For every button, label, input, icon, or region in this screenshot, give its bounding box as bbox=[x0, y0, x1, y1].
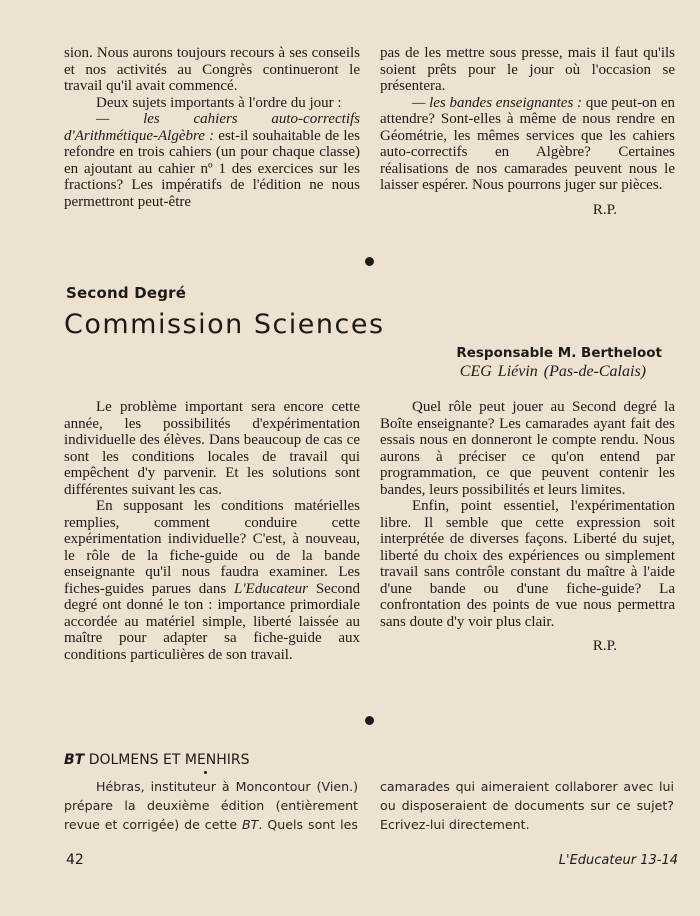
paragraph: sion. Nous aurons toujours recours à ses conseils et nos activités au Congrès continueront le travail qu'il avait commencé. bbox=[64, 45, 360, 94]
bt-text bbox=[64, 777, 674, 834]
section-title: Commission Sciences bbox=[64, 309, 385, 340]
text-run: Hébras, instituteur à Moncontour (Vien.) prépare la deuxième édition (entièrement revue et corrigée) de cette bbox=[64, 779, 358, 832]
signature: R.P. bbox=[592, 201, 617, 218]
text-run: En supposant les conditions matérielles remplies, comment conduire cette expérimentation individuelle? C'est, à nouveau, le rôle de la fiche-guide ou de la bande enseignante qu'il nous faudra examiner. Les fiches-guides parues dans bbox=[64, 498, 360, 597]
top-left-column bbox=[64, 45, 360, 210]
topic-text: que peut-on en attendre? Sont-elles à même de nous rendre en Géométrie, les mêmes services que les cahiers auto-correctifs en Algèbre? Certaines réalisations de nos camarades peuvent nous le laisser espérer. Nous pourrons juger sur pièces. bbox=[380, 94, 675, 193]
journal-footer: L'Educateur 13-14 bbox=[558, 853, 678, 868]
paragraph: Deux sujets importants à l'ordre du jour : bbox=[96, 94, 342, 111]
section-separator-dot bbox=[365, 716, 374, 725]
paragraph bbox=[380, 95, 675, 194]
small-dot bbox=[204, 771, 207, 774]
paragraph bbox=[64, 498, 360, 663]
topic-text: est-il souhaitable de les refondre en trois cahiers (un pour chaque classe) en ajoutant au cahier nº 1 des exercices sur les fractions? Les impératifs de l'édition ne nous permettront peut-être bbox=[64, 127, 360, 210]
bt-heading bbox=[64, 752, 250, 768]
text-run: . Quels sont les camarades qui aimeraient collaborer avec lui ou disposeraient de documents sur ce sujet? Ecrivez-lui directement. bbox=[258, 779, 674, 832]
bt-body bbox=[64, 777, 674, 837]
top-right-column bbox=[380, 45, 675, 218]
section-kicker: Second Degré bbox=[66, 284, 187, 302]
section-separator-dot bbox=[365, 257, 374, 266]
signature: R.P. bbox=[592, 638, 617, 654]
bt-reference: BT bbox=[242, 817, 259, 832]
paragraph: Enfin, point essentiel, l'expérimentation libre. Il semble que cette expression soit interprétée de diverses façons. Liberté du sujet, liberté du choix des expériences ou simplement travail sans contrôle constant du maître à l'aide d'une bande ou d'une fiche-guide? La confrontation des points de vue nous permettra sans doute d'y voir plus clair. bbox=[380, 498, 675, 630]
bt-prefix: BT bbox=[64, 752, 85, 768]
topic-lead: — les cahiers auto-correctifs d'Arithmétique-Algèbre : bbox=[64, 111, 360, 144]
responsible-line: Responsable M. Bertheloot bbox=[456, 345, 662, 361]
paragraph bbox=[64, 111, 360, 210]
middle-left-column bbox=[64, 399, 360, 663]
page-number: 42 bbox=[66, 852, 84, 868]
middle-right-column bbox=[380, 399, 675, 655]
paragraph: Le problème important sera encore cette année, les possibilités d'expérimentation individuelle des élèves. Dans beaucoup de cas ce sont les conditions locales de travail qui empêchent d'y parvenir. Et les solutions sont différentes suivant les cas. bbox=[64, 399, 360, 498]
bt-title: DOLMENS ET MENHIRS bbox=[88, 752, 250, 768]
journal-name: L'Educateur bbox=[233, 580, 309, 597]
text-run: Second degré ont donné le ton : importance primordiale accordée au matériel simple, liberté laissée au maître pour adapter sa fiche-guide aux conditions particulières de son travail. bbox=[64, 580, 360, 663]
paragraph: pas de les mettre sous presse, mais il faut qu'ils soient prêts pour le jour où l'occasion se présentera. bbox=[380, 45, 675, 94]
responsible-place: CEG Liévin (Pas-de-Calais) bbox=[459, 363, 646, 380]
paragraph: Quel rôle peut jouer au Second degré la Boîte enseignante? Les camarades ayant fait des essais nous en donneront le compte rendu. Nous aurons à préciser ce qu'on entend par programmation, ce que peuvent contenir les bandes, leurs possibilités et leurs limites. bbox=[380, 399, 675, 498]
topic-lead: — les bandes enseignantes : bbox=[412, 94, 583, 111]
